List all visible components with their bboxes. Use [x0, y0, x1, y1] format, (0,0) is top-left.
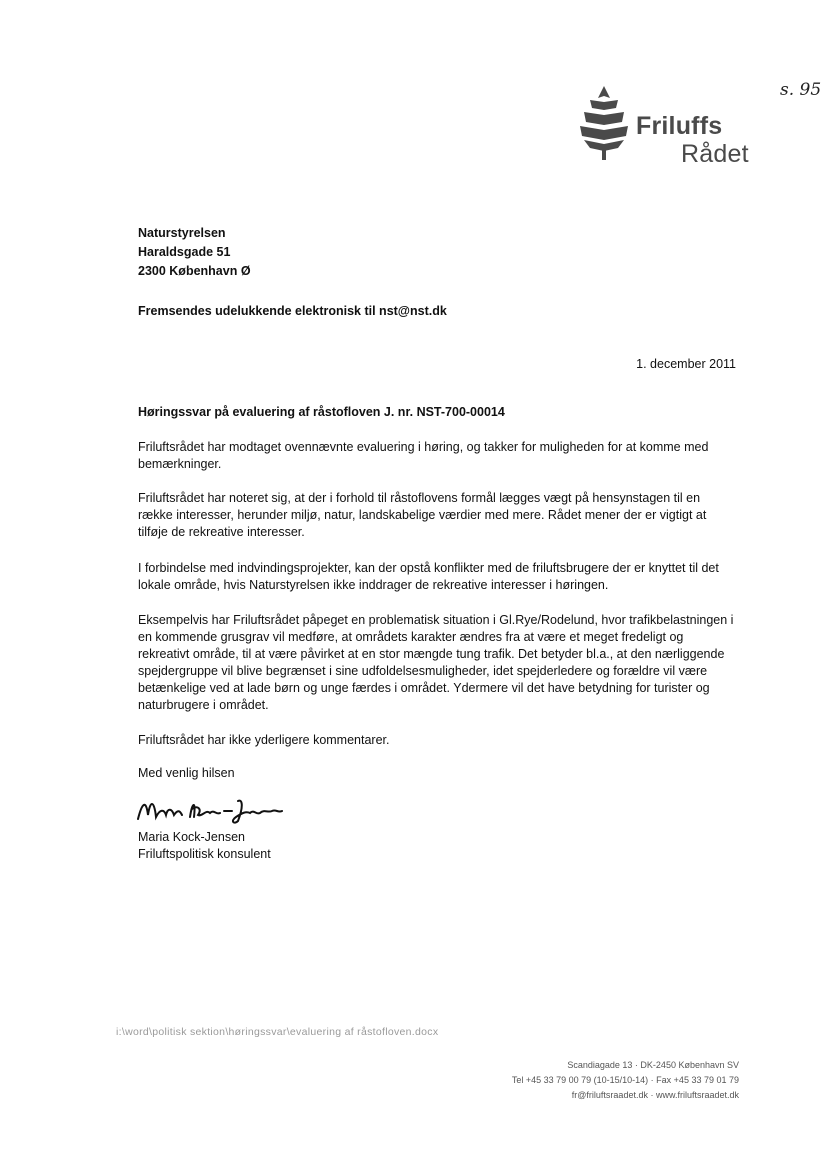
signer-title: Friluftspolitisk konsulent — [138, 847, 271, 861]
logo-text-line2: Rådet — [681, 140, 749, 168]
footer-phone: Tel +45 33 79 00 79 (10-15/10-14) · Fax +45 33 79 01 79 — [511, 1075, 739, 1085]
recipient-street: Haraldsgade 51 — [138, 245, 231, 259]
letter-date: 1. december 2011 — [636, 357, 736, 371]
footer-address: Scandiagade 13 · DK-2450 København SV — [567, 1060, 739, 1070]
paragraph-4: Eksempelvis har Friluftsrådet påpeget en problematisk situation i Gl.Rye/Rodelund, hvor trafikbelastningen i en kommende grusgrav vil medføre, at områdets karakter ændres fra at være et meget fredeligt og rekreativt område, til at være påvirket at en stor mængde tung trafik. Det betyder bl.a., at den nærliggende spejdergruppe vil blive begrænset i sine udfoldelsesmuligheder, idet spejderledere og forældre vil være betænkelige ved at lade børn og unge færdes i området. Ydermere vil det have betydning for turister og naturbrugere i området. — [138, 613, 734, 712]
handwritten-signature — [134, 795, 284, 825]
footer-web: fr@friluftsraadet.dk · www.friluftsraadet.dk — [571, 1090, 739, 1100]
recipient-name: Naturstyrelsen — [138, 226, 226, 240]
closing-greeting: Med venlig hilsen — [138, 766, 235, 780]
paragraph-2: Friluftsrådet har noteret sig, at der i forhold til råstoflovens formål lægges vægt på hensynstagen til en række interesser, herunder miljø, natur, landskabelige værdier med mere. Rådet mener der er vigtigt at tilføje de rekreative interesser. — [138, 491, 707, 539]
footer-contact — [512, 1058, 739, 1103]
delivery-note: Fremsendes udelukkende elektronisk til nst@nst.dk — [138, 304, 447, 318]
paragraph-1: Friluftsrådet har modtaget ovennævnte evaluering i høring, og takker for muligheden for at komme med bemærkninger. — [138, 440, 709, 471]
signer-block — [138, 829, 271, 863]
signer-name: Maria Kock-Jensen — [138, 830, 245, 844]
recipient-address — [138, 224, 251, 281]
paragraph-5: Friluftsrådet har ikke yderligere kommentarer. — [138, 733, 390, 747]
letter-subject: Høringssvar på evaluering af råstofloven J. nr. NST-700-00014 — [138, 405, 505, 419]
handwritten-page-note: s. 95 — [780, 80, 822, 100]
paragraph-3: I forbindelse med indvindingsprojekter, kan der opstå konflikter med de friluftsbrugere der er knyttet til det lokale område, hvis Naturstyrelsen ikke inddrager de rekreative interesser i høringen. — [138, 561, 719, 592]
logo-text-line1: Friluffs — [636, 112, 723, 140]
recipient-city: 2300 København Ø — [138, 264, 251, 278]
document-file-path: i:\word\politisk sektion\høringssvar\evaluering af råstofloven.docx — [116, 1026, 439, 1038]
